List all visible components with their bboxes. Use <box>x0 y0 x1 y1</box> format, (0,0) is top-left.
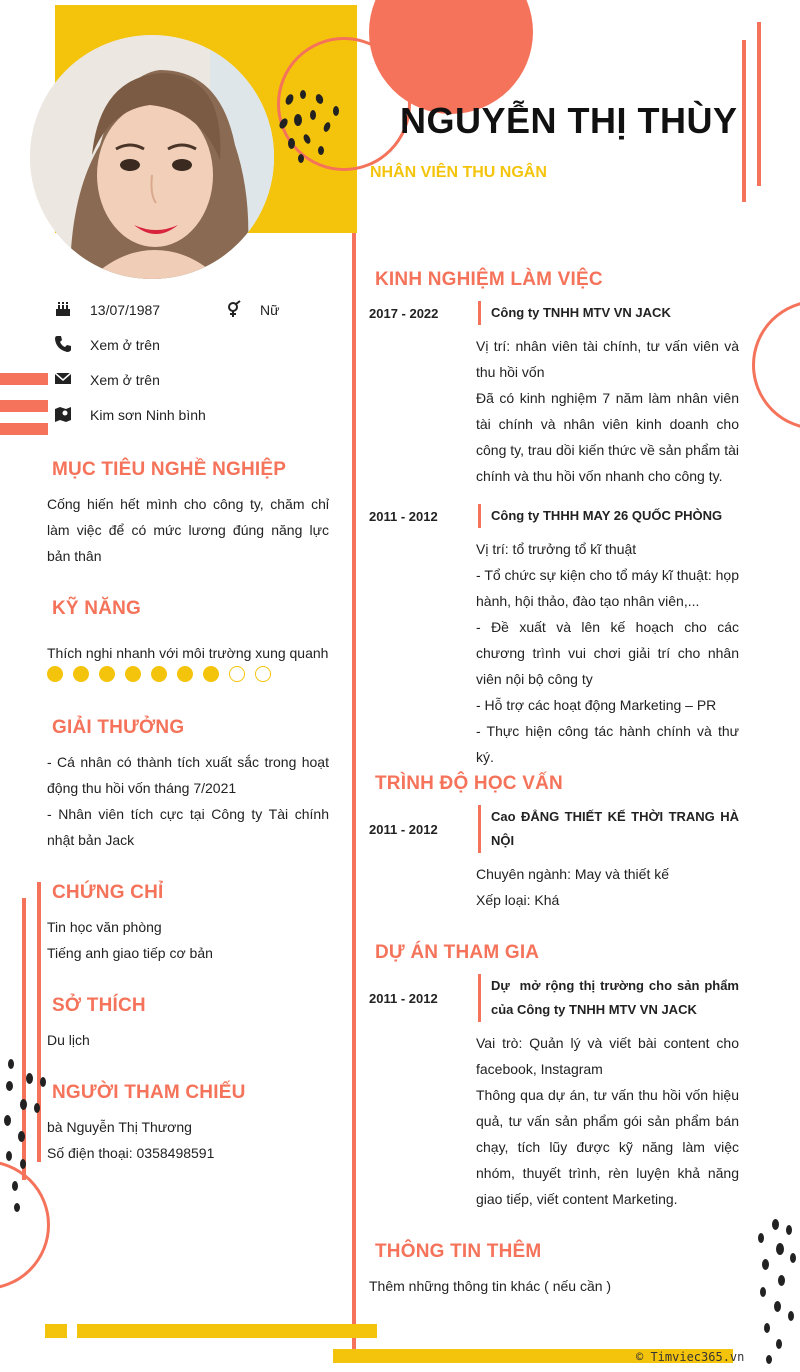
awards-heading: GIẢI THƯỞNG <box>52 717 185 738</box>
skill-rating <box>47 666 287 684</box>
experience-2-detail-2: - Tổ chức sự kiện cho tổ máy kĩ thuật: họp hành, hội thảo, đào tạo nhân viên,... <box>476 567 739 609</box>
objective-text: Cống hiến hết mình cho công ty, chăm chỉ làm việc để có mức lương đúng năng lực bản thân <box>47 496 329 564</box>
experience-2-company: Công ty THHH MAY 26 QUỐC PHÒNG <box>478 504 739 528</box>
job-title: NHÂN VIÊN THU NGÂN <box>370 164 547 181</box>
speckle-cluster-right <box>752 1215 800 1372</box>
certificate-line-2: Tiếng anh giao tiếp cơ bản <box>47 945 213 961</box>
skill-dot <box>203 666 219 682</box>
header-right-bar <box>742 40 746 202</box>
gender-icon <box>225 300 243 318</box>
experience-1-detail-2: Đã có kinh nghiệm 7 năm làm nhân viên tài chính và nhân viên kinh doanh cho công ty, trau dồi kiến thức về sản phẩm tài chính và thu hồi vốn nhanh cho công ty. <box>476 390 739 484</box>
center-divider <box>352 233 356 1350</box>
reference-line-1: bà Nguyễn Thị Thương <box>47 1119 192 1135</box>
address-value: Kim sơn Ninh bình <box>90 407 206 423</box>
header-right-bar-2 <box>757 22 761 186</box>
skill-dot <box>255 666 271 682</box>
experience-2-detail-3: - Đề xuất và lên kế hoạch cho các chương trình vui chơi giải trí cho nhân viên nội bộ công ty <box>476 619 739 687</box>
bottom-yellow-bar <box>77 1324 377 1338</box>
reference-line-2: Số điện thoại: 0358498591 <box>47 1145 215 1161</box>
project-1-detail-2: Thông qua dự án, tư vấn thu hồi vốn hiệu quả, tư vấn sản phẩm gói sản phẩm bán chạy, tích lũy được kỹ năng làm việc nhóm, thuyết trình, rèn luyện khả năng giao tiếp, viết content Marketing. <box>476 1087 739 1207</box>
left-stripe-2 <box>0 400 48 412</box>
award-line-1: - Cá nhân có thành tích xuất sắc trong hoạt động thu hồi vốn tháng 7/2021 <box>47 754 329 796</box>
additional-heading: THÔNG TIN THÊM <box>375 1241 542 1262</box>
experience-2-detail-5: - Thực hiện công tác hành chính và thư ký. <box>476 723 739 765</box>
hobbies-heading: SỞ THÍCH <box>52 995 146 1016</box>
portrait-photo <box>30 35 274 279</box>
speckle-cluster-header <box>278 88 348 168</box>
gender-value: Nữ <box>260 302 280 318</box>
experience-2-years: 2011 - 2012 <box>369 509 438 524</box>
right-edge-ring <box>752 300 800 430</box>
email-value: Xem ở trên <box>90 372 160 388</box>
education-heading: TRÌNH ĐỘ HỌC VẤN <box>375 773 563 794</box>
education-1-years: 2011 - 2012 <box>369 822 438 837</box>
experience-1-years: 2017 - 2022 <box>369 306 439 321</box>
skill-dot <box>151 666 167 682</box>
project-1-years: 2011 - 2012 <box>369 991 438 1006</box>
skill-dot <box>177 666 193 682</box>
experience-1-company: Công ty TNHH MTV VN JACK <box>478 301 739 325</box>
award-line-2: - Nhân viên tích cực tại Công ty Tài chính nhật bản Jack <box>47 806 329 848</box>
project-1-name: Dự mở rộng thị trường cho sản phẩm của Công ty TNHH MTV VN JACK <box>478 974 739 1022</box>
avatar <box>30 35 274 279</box>
experience-2-detail-1: Vị trí: tổ trưởng tổ kĩ thuật <box>476 541 637 557</box>
projects-heading: DỰ ÁN THAM GIA <box>375 942 540 963</box>
experience-heading: KINH NGHIỆM LÀM VIỆC <box>375 269 603 290</box>
certificate-line-1: Tin học văn phòng <box>47 919 162 935</box>
birthday-value: 13/07/1987 <box>90 302 161 318</box>
additional-text: Thêm những thông tin khác ( nếu cần ) <box>369 1278 612 1294</box>
experience-1-detail-1: Vị trí: nhân viên tài chính, tư vấn viên và thu hồi vốn <box>476 338 739 380</box>
education-1-school: Cao ĐẲNG THIẾT KẾ THỜI TRANG HÀ NỘI <box>478 805 739 853</box>
objective-heading: MỤC TIÊU NGHỀ NGHIỆP <box>52 459 287 480</box>
watermark: © Timviec365.vn <box>636 1350 745 1364</box>
skill-dot <box>229 666 245 682</box>
skill-dot <box>47 666 63 682</box>
education-1-detail-1: Chuyên ngành: May và thiết kế <box>476 866 670 882</box>
experience-2-detail-4: - Hỗ trợ các hoạt động Marketing – PR <box>476 697 717 713</box>
hobby-line-1: Du lịch <box>47 1032 90 1048</box>
skill-dot <box>73 666 89 682</box>
envelope-icon <box>54 370 72 388</box>
left-stripe-1 <box>0 373 48 385</box>
certificates-heading: CHỨNG CHỈ <box>52 882 164 903</box>
cake-icon <box>54 300 72 318</box>
references-heading: NGƯỜI THAM CHIẾU <box>52 1082 246 1103</box>
skill-name: Thích nghi nhanh với môi trường xung quanh <box>47 645 329 661</box>
skill-dot <box>125 666 141 682</box>
project-1-detail-1: Vai trò: Quản lý và viết bài content cho facebook, Instagram <box>476 1035 739 1077</box>
phone-value: Xem ở trên <box>90 337 160 353</box>
bottom-yellow-small <box>45 1324 67 1338</box>
skills-heading: KỸ NĂNG <box>52 598 142 619</box>
left-stripe-3 <box>0 423 48 435</box>
education-1-detail-2: Xếp loại: Khá <box>476 892 560 908</box>
skill-dot <box>99 666 115 682</box>
map-icon <box>54 405 72 423</box>
candidate-name: NGUYỄN THỊ THÙY <box>400 100 738 141</box>
phone-icon <box>54 335 72 353</box>
